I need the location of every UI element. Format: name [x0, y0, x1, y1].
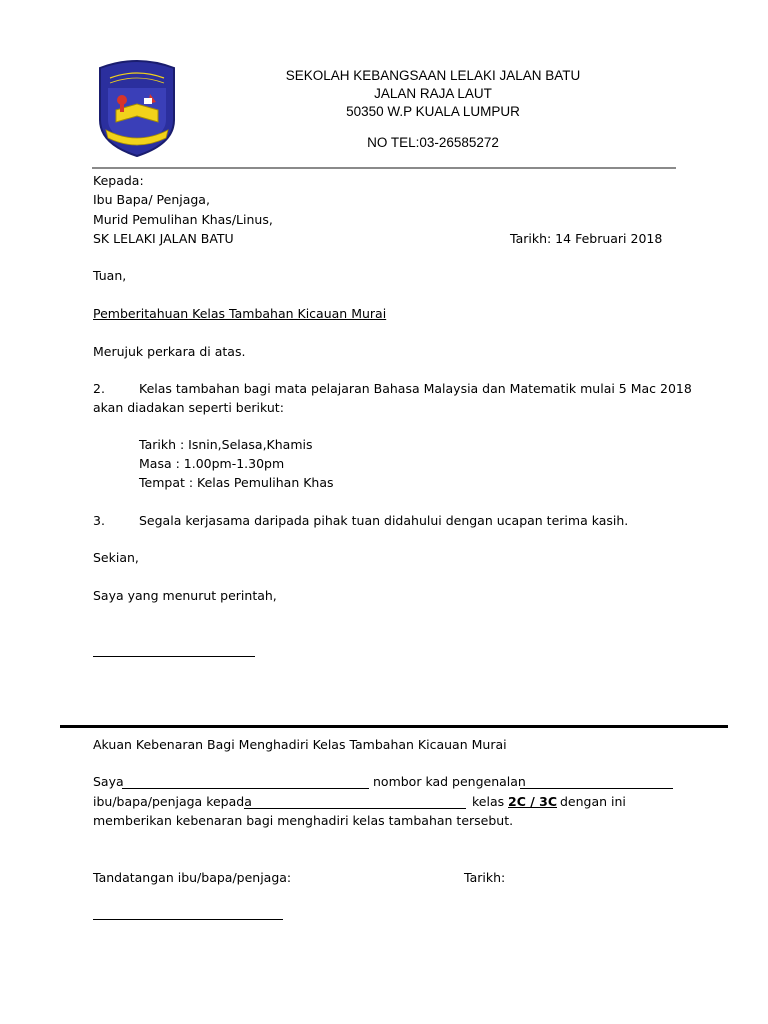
school-crest-logo	[92, 58, 182, 158]
paragraph-3-number: 3.	[93, 513, 105, 528]
school-city: 50350 W.P KUALA LUMPUR	[346, 104, 520, 119]
slip-guardian-label: ibu/bapa/penjaga kepada	[93, 794, 252, 809]
ic-number-field[interactable]	[520, 788, 673, 789]
slip-title: Akuan Kebenaran Bagi Menghadiri Kelas Tambahan Kicauan Murai	[93, 737, 507, 752]
school-phone: NO TEL:03-26585272	[367, 135, 499, 150]
slip-class-label: kelas	[472, 794, 505, 809]
slip-consent-line: memberikan kebenaran bagi menghadiri kelas tambahan tersebut.	[93, 813, 514, 828]
slip-class-value: 2C / 3C	[508, 794, 558, 809]
paragraph-2-line-2: akan diadakan seperti berikut:	[93, 400, 284, 415]
detail-place: Tempat : Kelas Pemulihan Khas	[139, 475, 334, 490]
student-name-field[interactable]	[244, 808, 466, 809]
parent-signature-field[interactable]	[93, 919, 283, 920]
slip-signature-label: Tandatangan ibu/bapa/penjaga:	[93, 870, 292, 885]
recipient-line-3: SK LELAKI JALAN BATU	[93, 231, 234, 246]
slip-ic-label: nombor kad pengenalan	[373, 774, 526, 789]
parent-name-field[interactable]	[122, 788, 369, 789]
detail-time: Masa : 1.00pm-1.30pm	[139, 456, 285, 471]
salutation: Tuan,	[93, 268, 127, 283]
school-name: SEKOLAH KEBANGSAAN LELAKI JALAN BATU	[285, 68, 581, 83]
header-divider	[92, 167, 676, 169]
sender-signature-line	[93, 656, 255, 657]
recipient-line-1: Ibu Bapa/ Penjaga,	[93, 192, 210, 207]
sign-off: Saya yang menurut perintah,	[93, 588, 277, 603]
paragraph-3-text: Segala kerjasama daripada pihak tuan didahului dengan ucapan terima kasih.	[139, 513, 629, 528]
letter-date: Tarikh: 14 Februari 2018	[510, 231, 663, 246]
paragraph-2-number: 2.	[93, 381, 105, 396]
slip-consent-suffix: dengan ini	[560, 794, 626, 809]
letter-subject: Pemberitahuan Kelas Tambahan Kicauan Murai	[93, 306, 387, 321]
recipient-line-2: Murid Pemulihan Khas/Linus,	[93, 212, 273, 227]
to-label: Kepada:	[93, 173, 144, 188]
school-street: JALAN RAJA LAUT	[374, 86, 492, 101]
intro-line: Merujuk perkara di atas.	[93, 344, 246, 359]
paragraph-2-line-1: Kelas tambahan bagi mata pelajaran Bahasa Malaysia dan Matematik mulai 5 Mac 2018	[139, 381, 692, 396]
detail-day: Tarikh : Isnin,Selasa,Khamis	[139, 437, 313, 452]
slip-date-label: Tarikh:	[464, 870, 506, 885]
slip-saya-label: Saya	[93, 774, 124, 789]
tear-off-divider	[60, 725, 728, 728]
closing: Sekian,	[93, 550, 139, 565]
